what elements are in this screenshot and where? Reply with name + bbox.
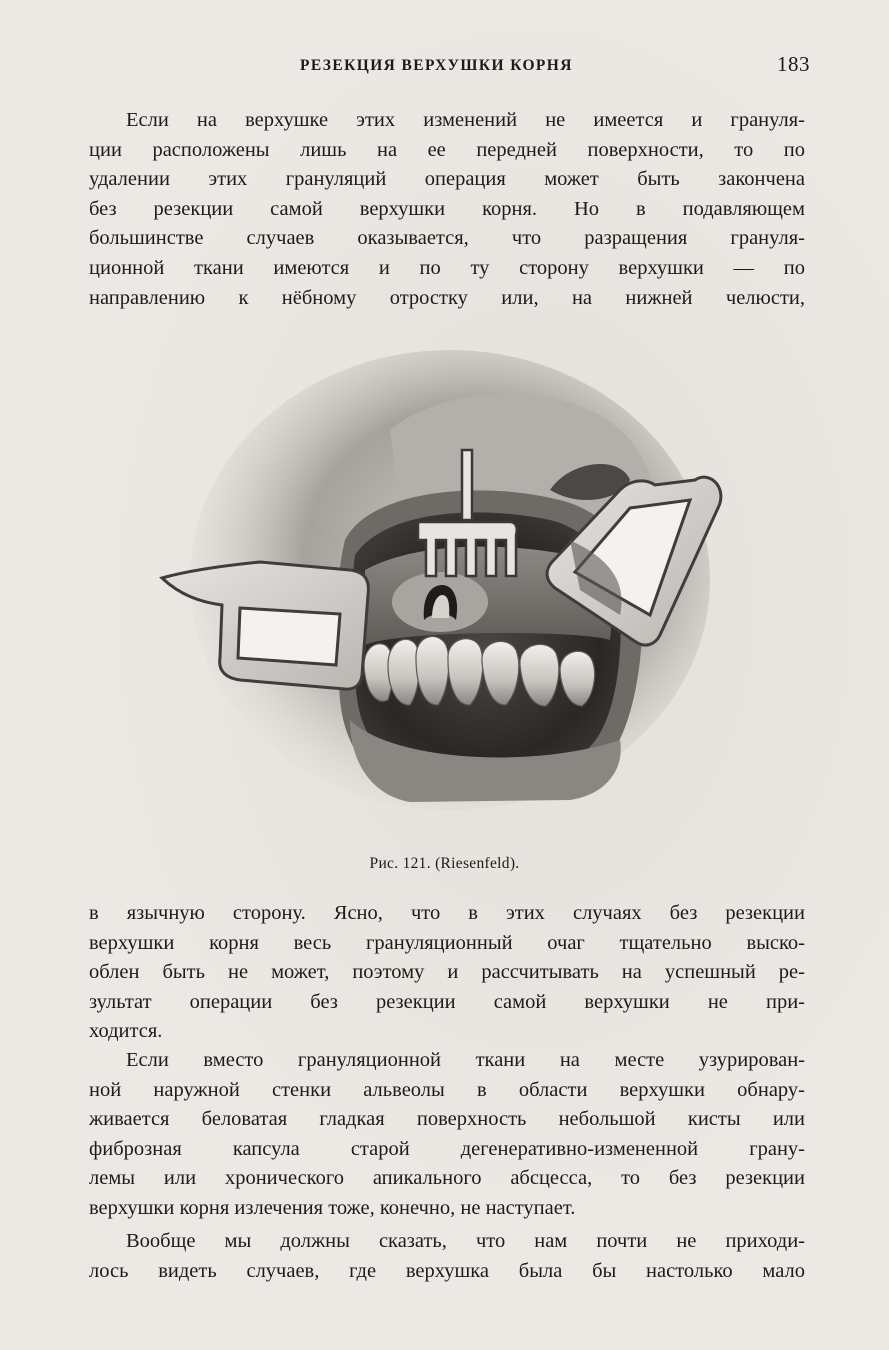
text-line: живается беловатая гладкая поверхность небольшой кисты или xyxy=(89,1108,805,1131)
page-header xyxy=(90,52,810,85)
text-line: верхушки корня весь грануляционный очаг тщательно выско- xyxy=(89,931,805,954)
text-line: Если на верхушке этих изменений не имеется и грануля- xyxy=(126,109,805,131)
figure-caption: Рис. 121. (Riesenfeld). xyxy=(369,855,520,872)
text-line: облен быть не может, поэтому и рассчитывать на успешный ре- xyxy=(89,961,805,984)
page-number: 183 xyxy=(777,52,810,76)
text-line: Вообще мы должны сказать, что нам почти не приходи- xyxy=(126,1230,805,1252)
left-retractor xyxy=(162,562,368,689)
paragraph-2 xyxy=(89,899,805,1047)
text-line: без резекции самой верхушки корня. Но в подавляющем xyxy=(89,197,805,220)
text-line: лось видеть случаев, где верхушка была бы настолько мало xyxy=(89,1259,805,1282)
text-line: фиброзная капсула старой дегенеративно-измененной грану- xyxy=(89,1137,805,1160)
text-line: ной наружной стенки альвеолы в области верхушки обнару- xyxy=(89,1078,805,1101)
paragraph-4 xyxy=(89,1227,805,1286)
text-line: ции расположены лишь на ее передней поверхности, то по xyxy=(89,138,805,161)
text-line: лемы или хронического апикального абсцесса, то без резекции xyxy=(89,1167,805,1190)
paragraph-3 xyxy=(89,1046,805,1224)
text-line: в язычную сторону. Ясно, что в этих случаях без резекции xyxy=(89,902,805,924)
text-line: верхушки корня излечения тоже, конечно, не наступает. xyxy=(89,1196,576,1219)
surgical-illustration xyxy=(150,340,740,840)
text-line: удалении этих грануляций операция может быть закончена xyxy=(89,168,805,191)
text-line: большинстве случаев оказывается, что разращения грануля- xyxy=(89,227,805,250)
figure-illustration xyxy=(150,340,740,840)
text-line: Если вместо грануляционной ткани на месте узурирован- xyxy=(126,1049,805,1071)
text-line: ционной ткани имеются и по ту сторону верхушки — по xyxy=(89,256,805,279)
paragraph-1 xyxy=(89,106,805,313)
running-head: РЕЗЕКЦИЯ ВЕРХУШКИ КОРНЯ xyxy=(300,57,573,74)
text-line: зультат операции без резекции самой верхушки не при- xyxy=(89,990,805,1013)
text-line: ходится. xyxy=(89,1020,163,1043)
text-line: направлению к нёбному отростку или, на нижней челюсти, xyxy=(89,286,805,309)
